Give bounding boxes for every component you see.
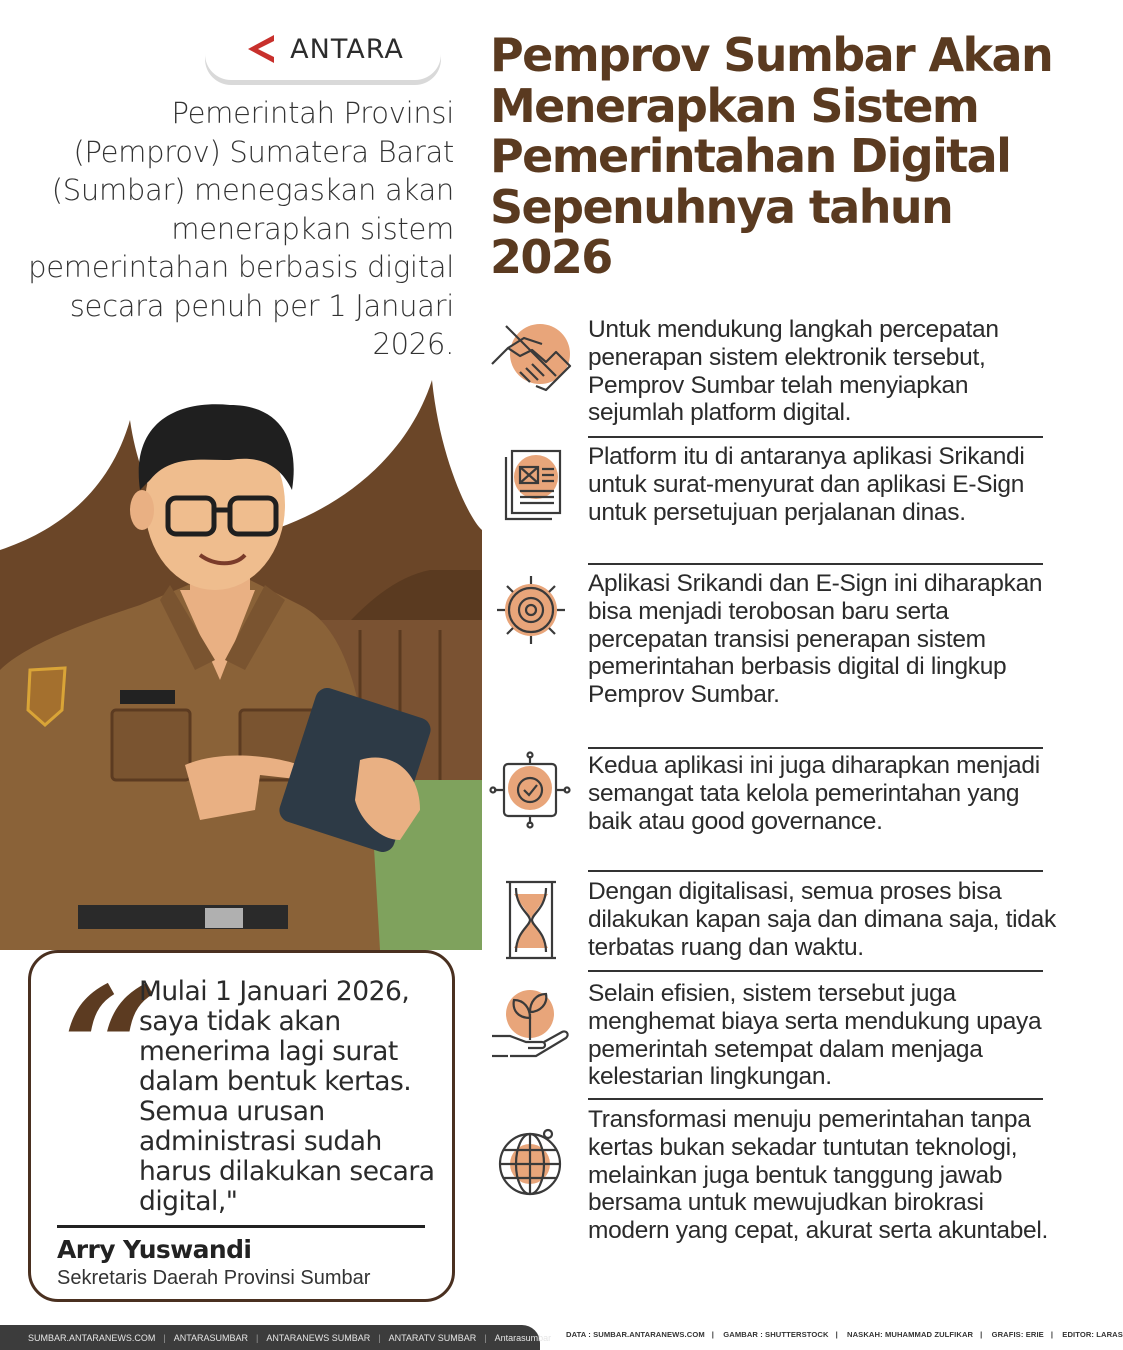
point-text: Transformasi menuju pemerintahan tanpa kertas bukan sekadar tuntutan teknologi, melainkan juga bentuk tanggung jawab bersama untuk mewujudkan birokrasi modern yang cepat, akurat serta akuntabel. [588,1106,1048,1245]
tiktok-handle[interactable]: Antarasumbar [494,1332,552,1343]
point-text: Dengan digitalisasi, semua proses bisa dilakukan kapan saja dan dimana saja, tidak terbatas ruang dan waktu. [588,878,1056,961]
antara-logo-mark-icon [242,32,282,66]
hourglass-icon [486,878,576,968]
point-text: Platform itu di antaranya aplikasi Srikandi untuk surat-menyurat dan aplikasi E-Sign untuk persetujuan perjalanan dinas. [588,443,1025,526]
globe-icon [486,1106,576,1196]
facebook-handle[interactable]: ANTARANEWS SUMBAR [266,1332,371,1343]
instagram-handle[interactable]: ANTARASUMBAR [173,1332,249,1343]
gear-icon [486,570,576,660]
credit-data: DATA : SUMBAR.ANTARANEWS.COM [566,1330,705,1339]
quote-author-name: Arry Yuswandi [57,1235,252,1264]
point-divider [588,1098,1043,1100]
quote-author-role: Sekretaris Daerah Provinsi Sumbar [57,1267,371,1289]
headline: Pemprov Sumbar Akan Menerapkan Sistem Pemerintahan Digital Sepenuhnya tahun 2026 [490,28,1053,284]
point-text: Untuk mendukung langkah percepatan penerapan sistem elektronik tersebut, Pemprov Sumbar telah menyiapkan sejumlah platform digital. [588,316,999,427]
quote-mark-icon: “ [31,950,173,1150]
quote-text: Mulai 1 Januari 2026, saya tidak akan menerima lagi surat dalam bentuk kertas. Semua urusan administrasi sudah harus dilakukan secara digital," [139,976,435,1217]
point-text: Selain efisien, sistem tersebut juga menghemat biaya serta mendukung upaya pemerintah setempat dalam menjaga kelestarian lingkungan. [588,980,1042,1091]
footer-social-bar: SUMBAR.ANTARANEWS.COM | ANTARASUMBAR | ANTARANEWS SUMBAR | ANTARATV SUMBAR | Antarasumbar [0,1325,540,1350]
point-divider [588,747,1043,749]
credit-image: GAMBAR : SHUTTERSTOCK [723,1330,829,1339]
antara-logo [205,18,441,80]
quote-divider [57,1225,425,1228]
website-link[interactable]: SUMBAR.ANTARANEWS.COM [28,1332,156,1343]
credit-editor: EDITOR: LARAS [1062,1330,1123,1339]
point-text: Kedua aplikasi ini juga diharapkan menjadi semangat tata kelola pemerintahan yang baik atau good governance. [588,752,1040,835]
chip-check-icon [486,752,576,842]
civil-servant-illustration [0,380,482,950]
point-divider [588,563,1043,565]
intro-text: Pemerintah Provinsi (Pemprov) Sumatera Barat (Sumbar) menegaskan akan menerapkan sistem pemerintahan berbasis digital secara penuh per 1 Januari 2026. [28,96,454,361]
credits-line: DATA : SUMBAR.ANTARANEWS.COM | GAMBAR : SHUTTERSTOCK | NASKAH: MUHAMMAD ZULFIKAR | GRAFIS: ERIE | EDITOR: LARAS [566,1330,1123,1339]
handshake-icon [486,316,576,406]
point-divider [588,436,1043,438]
quote-box [28,950,455,1302]
antara-logo-text: ANTARA [290,33,404,65]
document-icon [486,443,576,533]
point-divider [588,970,1043,972]
credit-writer: NASKAH: MUHAMMAD ZULFIKAR [847,1330,974,1339]
point-text: Aplikasi Srikandi dan E-Sign ini diharapkan bisa menjadi terobosan baru serta percepatan transisi penerapan sistem pemerintahan berbasis digital di lingkup Pemprov Sumbar. [588,570,1043,709]
point-divider [588,870,1043,872]
name-tag [120,690,175,704]
credit-graphics: GRAFIS: ERIE [991,1330,1044,1339]
belt [78,905,288,929]
plant-hand-icon [486,980,576,1070]
youtube-handle[interactable]: ANTARATV SUMBAR [388,1332,477,1343]
